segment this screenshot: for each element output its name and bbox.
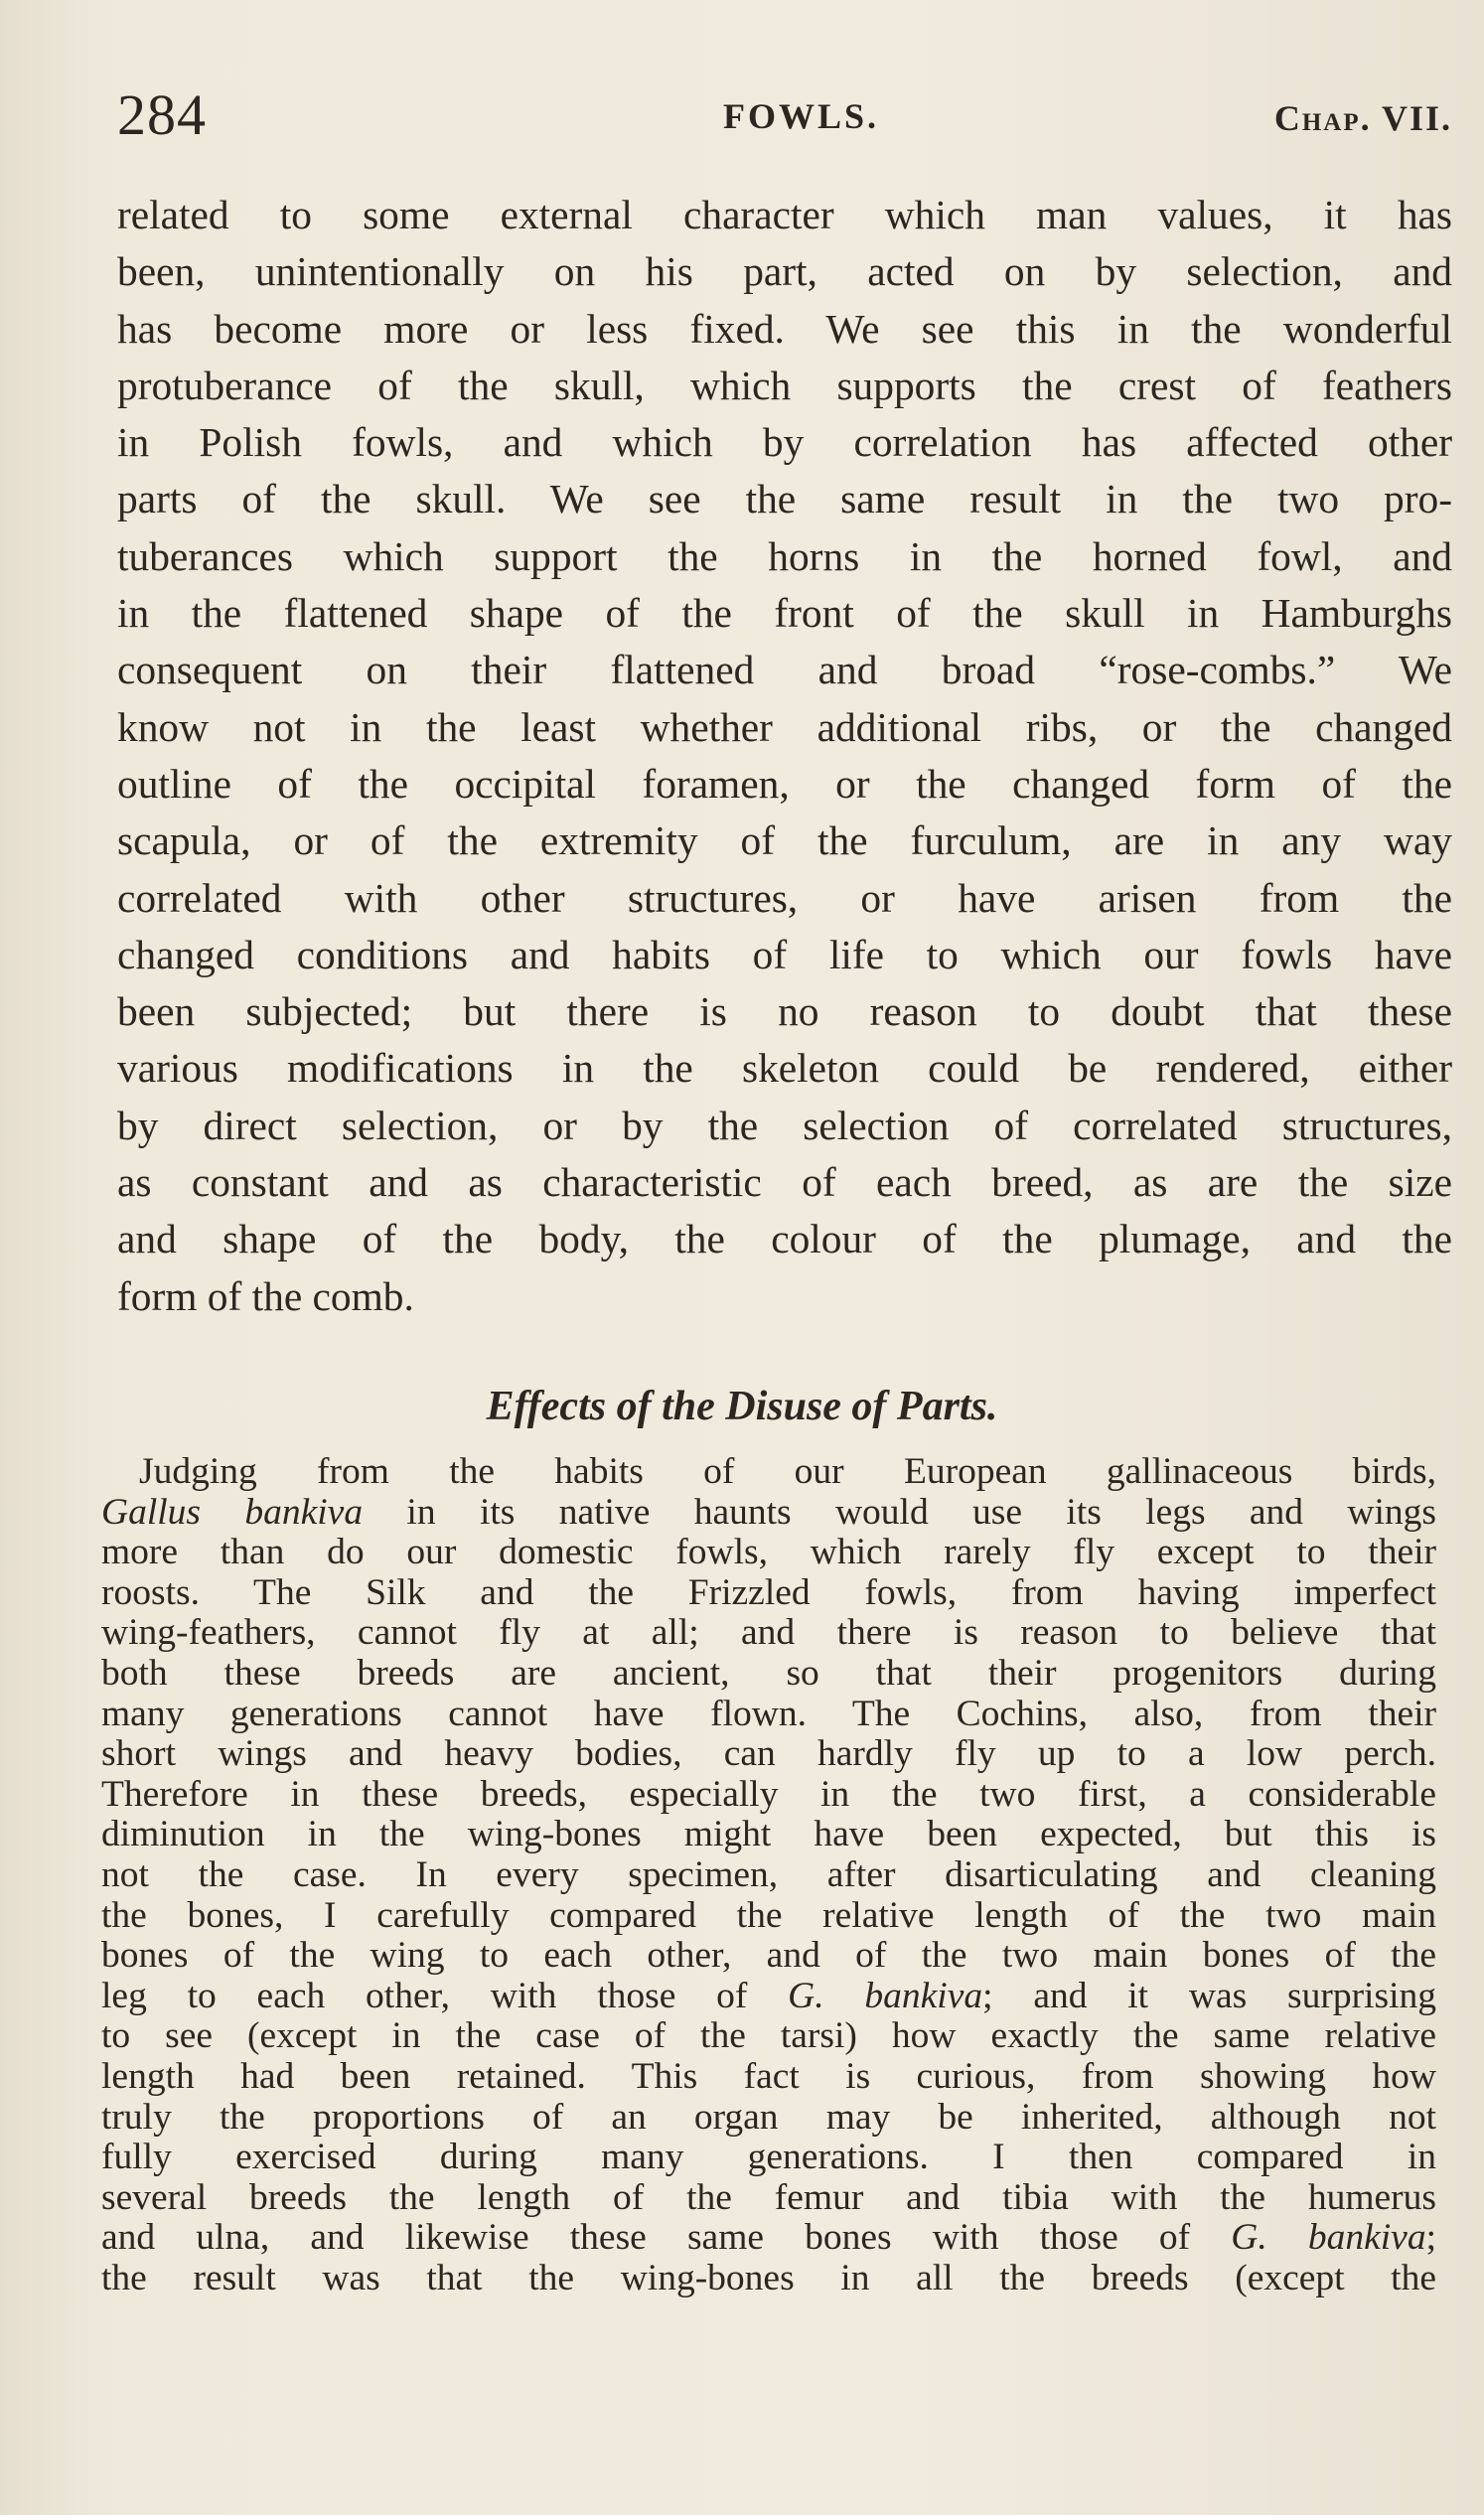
text-run: ; <box>1425 2217 1436 2259</box>
text-line: in Polish fowls, and which by correlation has affected other <box>117 419 1452 466</box>
text-line: the result was that the wing-bones in all the breeds (except the <box>101 2257 1436 2298</box>
text-line <box>101 2218 1436 2259</box>
text-line: many generations cannot have flown. The Cochins, also, from their <box>101 1693 1436 1734</box>
text-line: consequent on their flattened and broad “rose-combs.” We <box>117 647 1452 693</box>
text-line: been, unintentionally on his part, acted on by selection, and <box>117 248 1452 295</box>
text-line: know not in the least whether additional ribs, or the changed <box>117 703 1452 750</box>
text-line: protuberance of the skull, which supports the crest of feathers <box>117 362 1452 408</box>
text-line: has become more or less fixed. We see this in the wonderful <box>117 305 1452 352</box>
text-line: related to some external character which man values, it has <box>117 192 1452 237</box>
text-run: Judging from the habits of our European gallinaceous birds, <box>139 1451 1436 1492</box>
text-line: in the flattened shape of the front of the skull in Hamburghs <box>117 590 1452 637</box>
text-line <box>101 1977 1436 2017</box>
text-line: short wings and heavy bodies, can hardly fly up to a low perch. <box>101 1733 1436 1775</box>
text-line: outline of the occipital foramen, or the changed form of the <box>117 760 1452 807</box>
text-line: wing-feathers, cannot fly at all; and there is reason to believe that <box>101 1612 1436 1654</box>
paragraph-disuse <box>101 1452 1436 2298</box>
text-line: diminution in the wing-bones might have been expected, but this is <box>101 1814 1436 1855</box>
species-name: Gallus bankiva <box>101 1491 364 1533</box>
text-line: tuberances which support the horns in the horned fowl, and <box>117 532 1452 579</box>
text-line: various modifications in the skeleton could be rendered, either <box>117 1045 1452 1092</box>
text-run: leg to each other, with those of <box>101 1975 789 2016</box>
text-line: as constant and as characteristic of each breed, as are the size <box>117 1159 1452 1206</box>
species-name: G. bankiva <box>1231 2217 1426 2259</box>
page-header <box>117 81 1452 161</box>
text-line: truly the proportions of an organ may be inherited, although not <box>101 2096 1436 2138</box>
text-line: correlated with other structures, or have arisen from the <box>117 874 1452 921</box>
text-line: bones of the wing to each other, and of the two main bones of the <box>101 1935 1436 1977</box>
text-line: to see (except in the case of the tarsi) how exactly the same relative <box>101 2015 1436 2057</box>
text-line: by direct selection, or by the selection of correlated structures, <box>117 1102 1452 1148</box>
text-line: scapula, or of the extremity of the furculum, are in any way <box>117 817 1452 864</box>
running-title: FOWLS. <box>723 96 880 136</box>
text-run: and ulna, and likewise these same bones with those of <box>101 2217 1232 2259</box>
text-line <box>101 1493 1436 1534</box>
text-line: form of the comb. <box>117 1272 414 1319</box>
text-line: roosts. The Silk and the Frizzled fowls, from having imperfect <box>101 1571 1436 1613</box>
chapter-label: Chap. VII. <box>1273 98 1452 138</box>
text-line: Therefore in these breeds, especially in the two first, a considerable <box>101 1773 1436 1815</box>
species-name: G. bankiva <box>788 1975 983 2016</box>
text-line: not the case. In every specimen, after disarticulating and cleaning <box>101 1853 1436 1895</box>
text-line: several breeds the length of the femur and tibia with the humerus <box>101 2176 1436 2218</box>
text-run: in its native haunts would use its legs and wings <box>363 1491 1436 1533</box>
text-line: been subjected; but there is no reason to doubt that these <box>117 988 1452 1035</box>
section-heading: Effects of the Disuse of Parts. <box>486 1384 998 1429</box>
text-line: the bones, I carefully compared the relative length of the two main <box>101 1894 1436 1936</box>
text-line: both these breeds are ancient, so that their progenitors during <box>101 1652 1436 1694</box>
text-line: fully exercised during many generations. I then compared in <box>101 2137 1436 2178</box>
page-number: 284 <box>117 82 207 147</box>
text-run: ; and it was surprising <box>982 1975 1436 2016</box>
text-line: changed conditions and habits of life to which our fowls have <box>117 931 1452 977</box>
text-line: and shape of the body, the colour of the plumage, and the <box>117 1216 1452 1262</box>
paragraph-correlation <box>117 187 1452 1325</box>
text-line: length had been retained. This fact is curious, from showing how <box>101 2055 1436 2097</box>
text-line: parts of the skull. We see the same result in the two pro- <box>117 476 1452 522</box>
text-line: more than do our domestic fowls, which rarely fly except to their <box>101 1532 1436 1573</box>
text-line <box>101 1452 1436 1493</box>
